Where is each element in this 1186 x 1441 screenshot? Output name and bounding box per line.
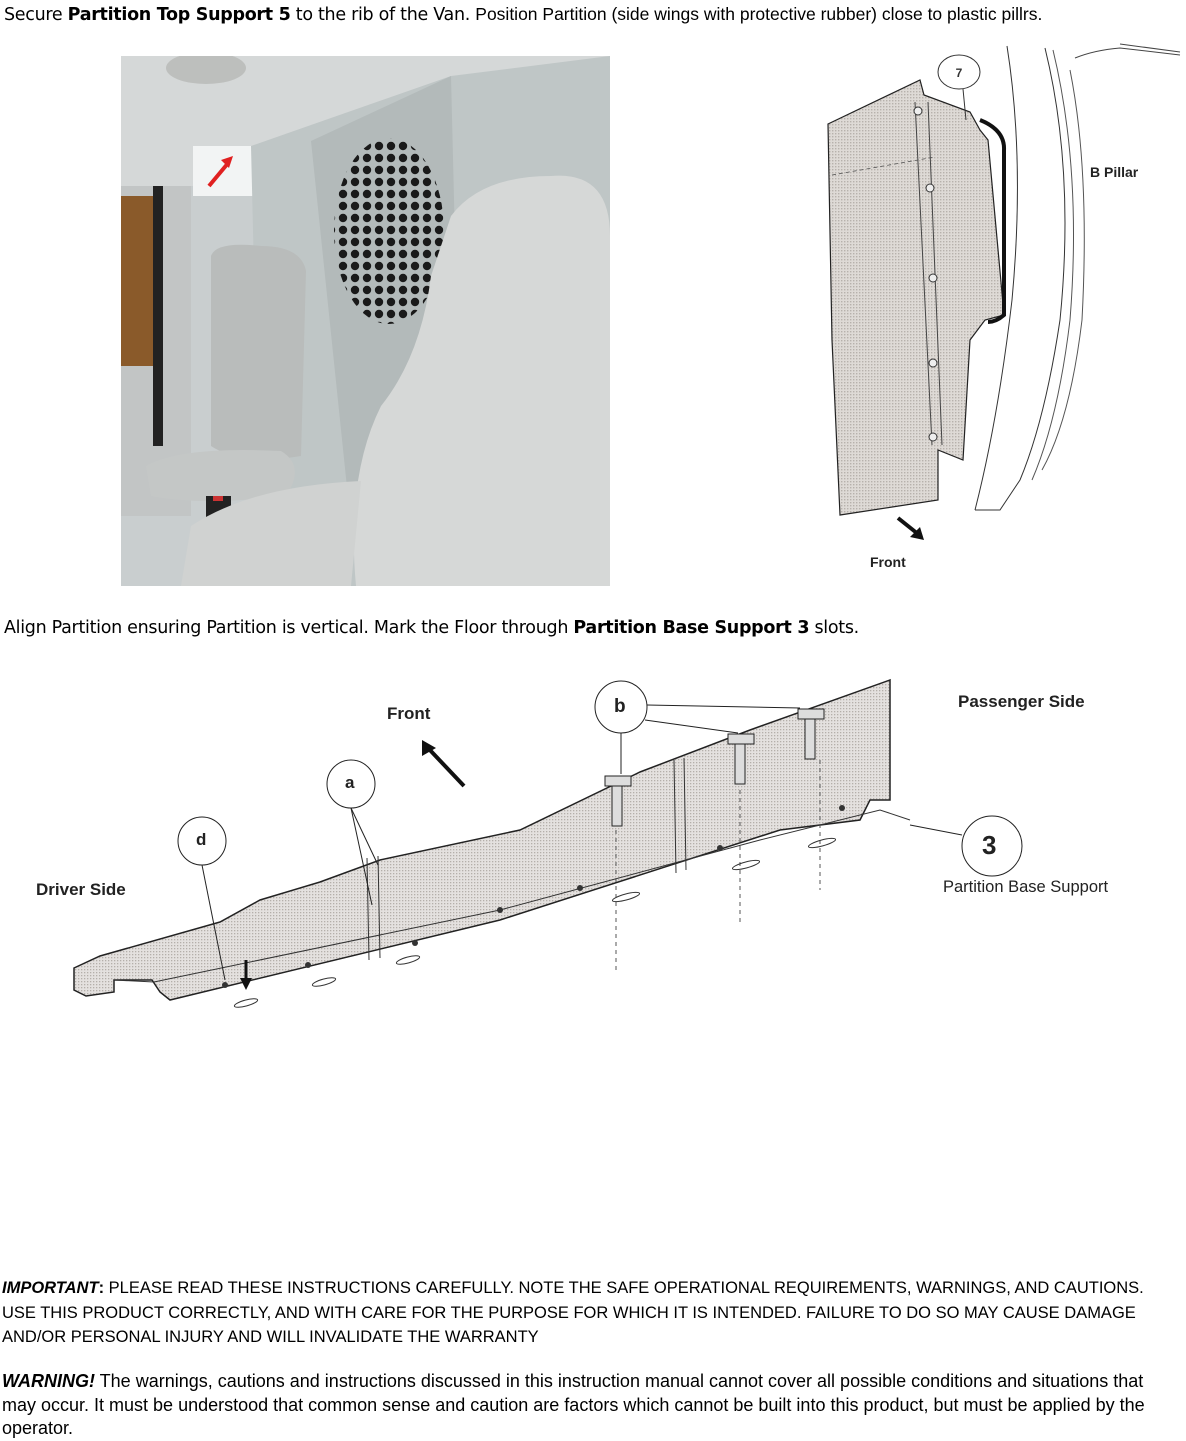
warning-text: The warnings, cautions and instructions discussed in this instruction manual cannot cover all possible conditions and situations that may occur. It must be understood that common sense and caution are factors which cannot be built into this product, but must be applied by the operator. xyxy=(2,1371,1145,1438)
callout-d: d xyxy=(196,830,207,849)
important-lead: IMPORTANT xyxy=(2,1279,99,1297)
warning-notice xyxy=(2,1370,1182,1441)
step1-part-name: Partition Top Support 5 xyxy=(67,5,291,25)
van-interior-photo xyxy=(121,56,610,586)
partition-base-support-label: Partition Base Support xyxy=(943,878,1109,896)
partition-base-support-diagram xyxy=(36,660,1186,1040)
passenger-side-label: Passenger Side xyxy=(958,692,1085,711)
warning-lead: WARNING! xyxy=(2,1371,95,1391)
step1-prefix: Secure xyxy=(4,5,68,25)
b-pillar-diagram xyxy=(820,40,1186,580)
step1-instruction xyxy=(4,4,1042,25)
important-notice xyxy=(2,1276,1182,1350)
step1-second-sentence: Position Partition (side wings with protective rubber) close to plastic pillrs. xyxy=(475,4,1043,24)
callout-3: 3 xyxy=(982,830,997,860)
front-label-base: Front xyxy=(387,704,431,723)
step2-part-name: Partition Base Support 3 xyxy=(573,618,810,638)
step2-prefix: Align Partition ensuring Partition is vertical. Mark the Floor through xyxy=(4,618,574,638)
step1-suffix: to the rib of the Van. xyxy=(290,5,471,25)
important-text: PLEASE READ THESE INSTRUCTIONS CAREFULLY. NOTE THE SAFE OPERATIONAL REQUIREMENTS, WARNINGS, AND CAUTIONS. USE THIS PRODUCT CORRECTLY, AND WITH CARE FOR THE PURPOSE FOR WHICH IT IS INTENDED. FAILURE TO DO SO MAY CAUSE DAMAGE AND/OR PERSONAL INJURY AND WILL INVALIDATE THE WARRANTY xyxy=(2,1279,1144,1346)
callout-b: b xyxy=(614,696,626,717)
callout-7: 7 xyxy=(955,66,963,80)
callout-a: a xyxy=(345,773,355,792)
front-label-pillar: Front xyxy=(870,554,906,570)
b-pillar-label: B Pillar xyxy=(1090,164,1139,180)
step2-suffix: slots. xyxy=(809,618,859,638)
important-colon: : xyxy=(98,1279,105,1297)
driver-side-label: Driver Side xyxy=(36,880,126,899)
step2-instruction xyxy=(4,618,859,638)
